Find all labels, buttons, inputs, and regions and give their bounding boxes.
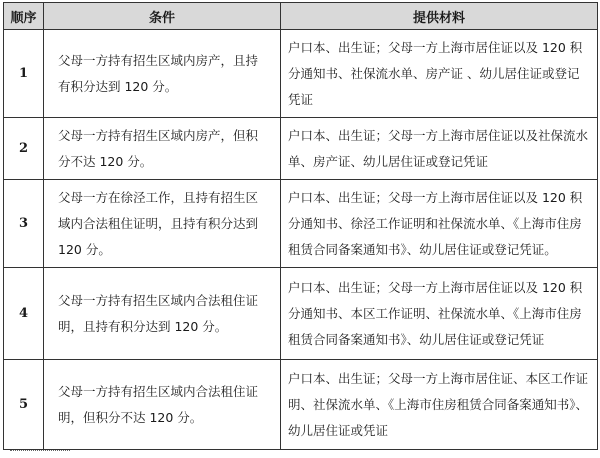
footnote-mark xyxy=(10,450,70,454)
row-index: 5 xyxy=(4,360,44,450)
row-index: 4 xyxy=(4,268,44,360)
table-row xyxy=(4,180,598,268)
row-index: 2 xyxy=(4,118,44,180)
table-row xyxy=(4,268,598,360)
row-materials: 户口本、出生证；父母一方上海市居住证以及 120 积分通知书、社保流水单、房产证 、幼儿居住证或登记凭证 xyxy=(281,30,598,118)
row-condition: 父母一方持有招生区域内合法租住证明，但积分不达 120 分。 xyxy=(44,360,281,450)
table-row xyxy=(4,30,598,118)
row-index: 3 xyxy=(4,180,44,268)
header-index: 顺序 xyxy=(4,3,44,30)
table-row xyxy=(4,118,598,180)
table-header-row xyxy=(4,3,598,30)
requirements-table xyxy=(3,2,598,450)
row-materials: 户口本、出生证；父母一方上海市居住证以及社保流水单、房产证、幼儿居住证或登记凭证 xyxy=(281,118,598,180)
table-row xyxy=(4,360,598,450)
row-condition: 父母一方持有招生区域内房产，但积分不达 120 分。 xyxy=(44,118,281,180)
row-materials: 户口本、出生证；父母一方上海市居住证以及 120 积分通知书、徐泾工作证明和社保流水单、《上海市住房租赁合同备案通知书》、幼儿居住证或登记凭证。 xyxy=(281,180,598,268)
row-condition: 父母一方持有招生区域内房产，且持有积分达到 120 分。 xyxy=(44,30,281,118)
row-condition: 父母一方在徐泾工作，且持有招生区域内合法租住证明，且持有积分达到 120 分。 xyxy=(44,180,281,268)
row-materials: 户口本、出生证；父母一方上海市居住证以及 120 积分通知书、本区工作证明、社保流水单、《上海市住房租赁合同备案通知书》、幼儿居住证或登记凭证 xyxy=(281,268,598,360)
header-condition: 条件 xyxy=(44,3,281,30)
row-condition: 父母一方持有招生区域内合法租住证明，且持有积分达到 120 分。 xyxy=(44,268,281,360)
header-materials: 提供材料 xyxy=(281,3,598,30)
row-index: 1 xyxy=(4,30,44,118)
row-materials: 户口本、出生证；父母一方上海市居住证、本区工作证明、社保流水单、《上海市住房租赁合同备案通知书》、幼儿居住证或凭证 xyxy=(281,360,598,450)
